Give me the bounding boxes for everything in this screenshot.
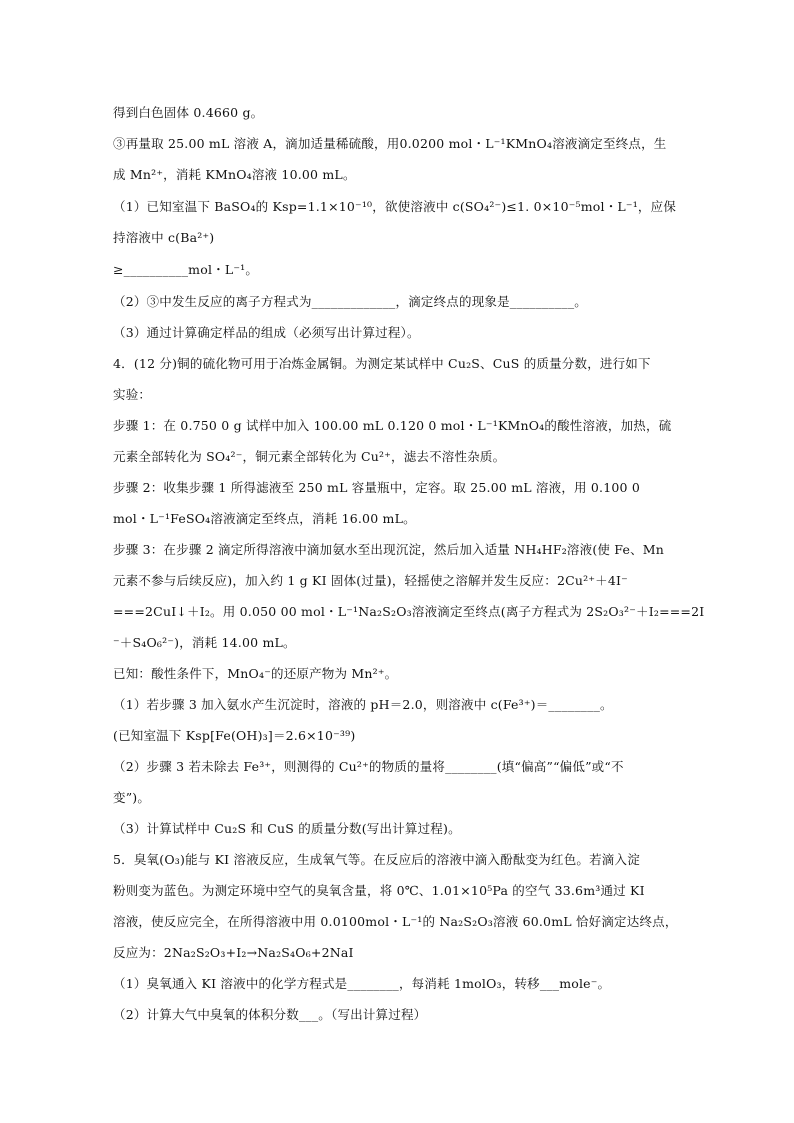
text-line: 溶液，使反应完全，在所得溶液中用 0.0100mol・L⁻¹的 Na₂S₂O₃溶液 60.0mL 恰好滴定达终点， xyxy=(113,914,678,929)
text-line: ⁻＋S₄O₆²⁻)，消耗 14.00 mL。 xyxy=(113,635,296,650)
text-line: （3）计算试样中 Cu₂S 和 CuS 的质量分数(写出计算过程)。 xyxy=(113,821,461,836)
text-line: 粉则变为蓝色。为测定环境中空气的臭氧含量，将 0℃、1.01×10⁵Pa 的空气 33.6m³通过 KI xyxy=(113,883,645,898)
text-line: （2）③中发生反应的离子方程式为_____________，滴定终点的现象是__________。 xyxy=(113,294,588,309)
text-line: 元素不参与后续反应)，加入约 1 g KI 固体(过量)，轻摇使之溶解并发生反应：2Cu²⁺＋4I⁻ xyxy=(113,573,628,588)
text-line: 步骤 2：收集步骤 1 所得滤液至 250 mL 容量瓶中，定容。取 25.00 mL 溶液，用 0.100 0 xyxy=(113,480,641,495)
text-line: （1）已知室温下 BaSO₄的 Ksp=1.1×10⁻¹⁰，欲使溶液中 c(SO₄²⁻)≤1. 0×10⁻⁵mol・L⁻¹，应保 xyxy=(113,199,677,214)
text-line: 实验： xyxy=(113,387,152,402)
text-line: 已知：酸性条件下，MnO₄⁻的还原产物为 Mn²⁺。 xyxy=(113,666,398,681)
text-line: ===2CuI↓＋I₂。用 0.050 00 mol・L⁻¹Na₂S₂O₃溶液滴定至终点(离子方程式为 2S₂O₃²⁻＋I₂===2I xyxy=(113,604,705,619)
text-line: ≥__________mol・L⁻¹。 xyxy=(113,262,259,277)
text-line: 步骤 3：在步骤 2 滴定所得溶液中滴加氨水至出现沉淀，然后加入适量 NH₄HF₂溶液(使 Fe、Mn xyxy=(113,542,665,557)
text-line: （2）计算大气中臭氧的体积分数___。（写出计算过程） xyxy=(113,1007,427,1022)
text-line: （2）步骤 3 若未除去 Fe³⁺，则测得的 Cu²⁺的物质的量将________(填“偏高”“偏低”或“不 xyxy=(113,759,624,774)
text-line: mol・L⁻¹FeSO₄溶液滴定至终点，消耗 16.00 mL。 xyxy=(113,511,416,526)
text-line: ③再量取 25.00 mL 溶液 A，滴加适量稀硫酸，用0.0200 mol・L⁻¹KMnO₄溶液滴定至终点，生 xyxy=(113,136,667,151)
text-line: 持溶液中 c(Ba²⁺) xyxy=(113,230,215,245)
text-line: 步骤 1：在 0.750 0 g 试样中加入 100.00 mL 0.120 0 mol・L⁻¹KMnO₄的酸性溶液，加热，硫 xyxy=(113,418,672,433)
question-heading: 4．(12 分)铜的硫化物可用于冶炼金属铜。为测定某试样中 Cu₂S、CuS 的质量分数，进行如下 xyxy=(113,356,651,371)
text-line: （1）臭氧通入 KI 溶液中的化学方程式是________，每消耗 1molO₃，转移___mole⁻。 xyxy=(113,976,611,991)
text-line: （3）通过计算确定样品的组成（必须写出计算过程）。 xyxy=(113,325,420,340)
text-line: (已知室温下 Ksp[Fe(OH)₃]＝2.6×10⁻³⁹) xyxy=(113,728,356,743)
text-line: （1）若步骤 3 加入氨水产生沉淀时，溶液的 pH＝2.0，则溶液中 c(Fe³⁺)＝________。 xyxy=(113,697,613,712)
text-line: 变”)。 xyxy=(113,790,151,805)
text-line: 元素全部转化为 SO₄²⁻，铜元素全部转化为 Cu²⁺，滤去不溶性杂质。 xyxy=(113,449,506,464)
question-heading: 5．臭氧(O₃)能与 KI 溶液反应，生成氧气等。在反应后的溶液中滴入酚酞变为红色。若滴入淀 xyxy=(113,852,640,867)
text-line: 成 Mn²⁺，消耗 KMnO₄溶液 10.00 mL。 xyxy=(113,167,356,182)
text-line: 反应为：2Na₂S₂O₃+I₂→Na₂S₄O₆+2NaI xyxy=(113,945,354,960)
text-line: 得到白色固体 0.4660 g。 xyxy=(113,105,264,120)
